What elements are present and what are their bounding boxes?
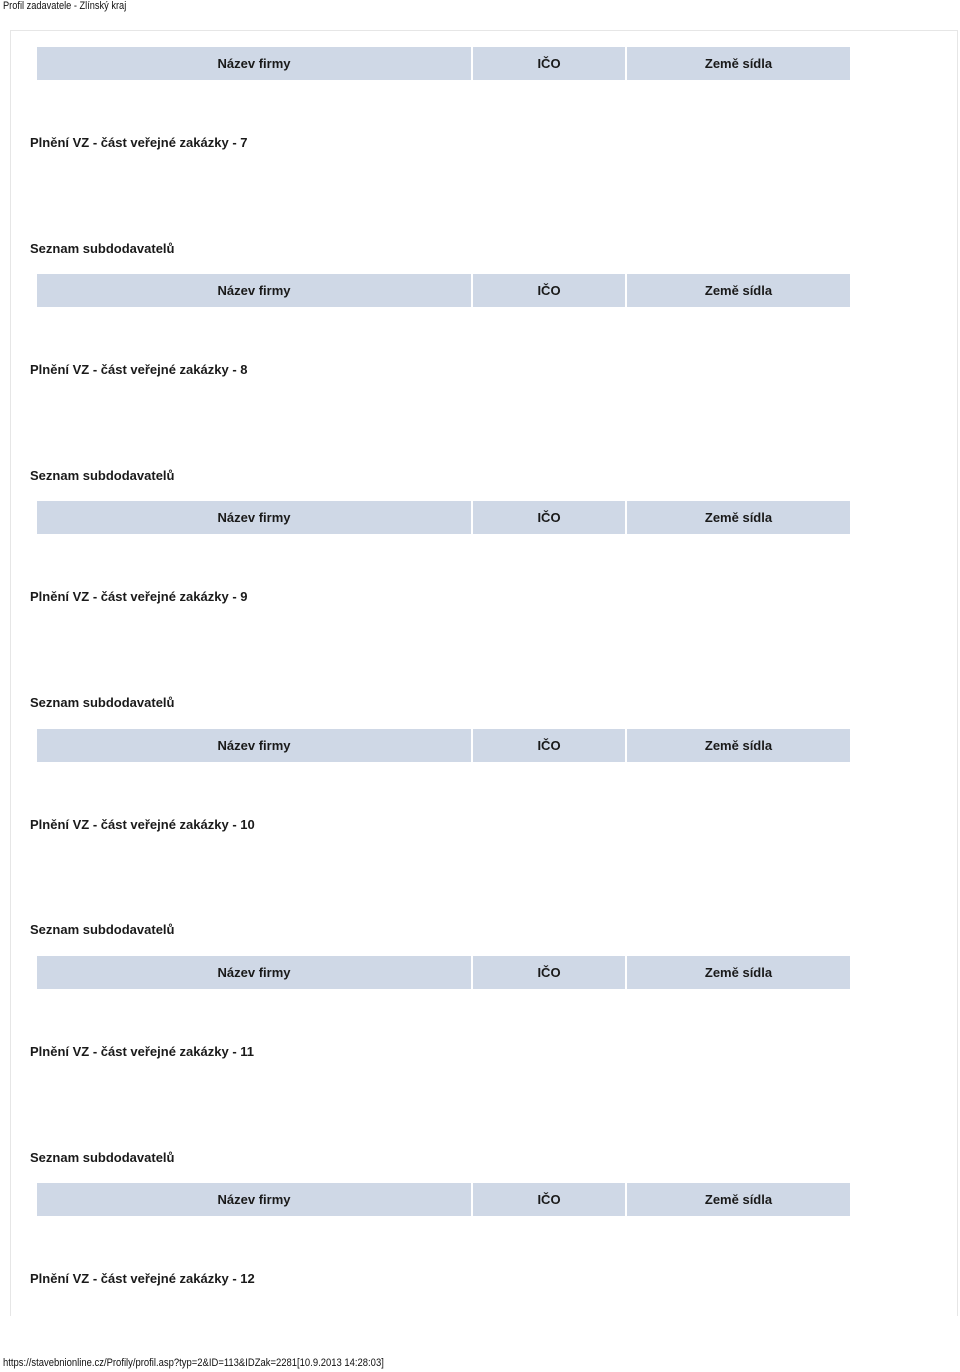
print-header: Profil zadavatele - Zlínský kraj bbox=[3, 0, 127, 12]
subcontractor-list-title: Seznam subdodavatelů bbox=[30, 922, 175, 937]
column-header-country: Země sídla bbox=[627, 1183, 850, 1216]
section-title: Plnění VZ - část veřejné zakázky - 10 bbox=[30, 817, 255, 832]
column-header-company-name: Název firmy bbox=[37, 956, 471, 989]
print-footer-url: https://stavebnionline.cz/Profily/profil.asp?typ=2&ID=113&IDZak=2281[10.9.2013 14:28:03] bbox=[3, 1357, 384, 1369]
subcontractor-list-title: Seznam subdodavatelů bbox=[30, 241, 175, 256]
subcontractor-table-header bbox=[37, 956, 850, 989]
subcontractor-table-header bbox=[37, 501, 850, 534]
column-header-company-name: Název firmy bbox=[37, 47, 471, 80]
section-title: Plnění VZ - část veřejné zakázky - 12 bbox=[30, 1271, 255, 1286]
subcontractor-list-title: Seznam subdodavatelů bbox=[30, 1150, 175, 1165]
column-header-ico: IČO bbox=[473, 274, 625, 307]
column-header-company-name: Název firmy bbox=[37, 729, 471, 762]
section-title: Plnění VZ - část veřejné zakázky - 8 bbox=[30, 362, 248, 377]
column-header-company-name: Název firmy bbox=[37, 274, 471, 307]
content-frame bbox=[10, 30, 958, 1316]
subcontractor-table-header bbox=[37, 47, 850, 80]
column-header-ico: IČO bbox=[473, 956, 625, 989]
column-header-country: Země sídla bbox=[627, 956, 850, 989]
column-header-ico: IČO bbox=[473, 729, 625, 762]
section-title: Plnění VZ - část veřejné zakázky - 9 bbox=[30, 589, 248, 604]
subcontractor-table-header bbox=[37, 729, 850, 762]
subcontractor-list-title: Seznam subdodavatelů bbox=[30, 468, 175, 483]
subcontractor-table-header bbox=[37, 1183, 850, 1216]
subcontractor-list-title: Seznam subdodavatelů bbox=[30, 695, 175, 710]
section-title: Plnění VZ - část veřejné zakázky - 7 bbox=[30, 135, 248, 150]
column-header-company-name: Název firmy bbox=[37, 1183, 471, 1216]
subcontractor-table-header bbox=[37, 274, 850, 307]
column-header-country: Země sídla bbox=[627, 274, 850, 307]
column-header-country: Země sídla bbox=[627, 47, 850, 80]
column-header-ico: IČO bbox=[473, 47, 625, 80]
section-title: Plnění VZ - část veřejné zakázky - 11 bbox=[30, 1044, 255, 1059]
column-header-ico: IČO bbox=[473, 1183, 625, 1216]
column-header-country: Země sídla bbox=[627, 501, 850, 534]
column-header-ico: IČO bbox=[473, 501, 625, 534]
column-header-country: Země sídla bbox=[627, 729, 850, 762]
column-header-company-name: Název firmy bbox=[37, 501, 471, 534]
